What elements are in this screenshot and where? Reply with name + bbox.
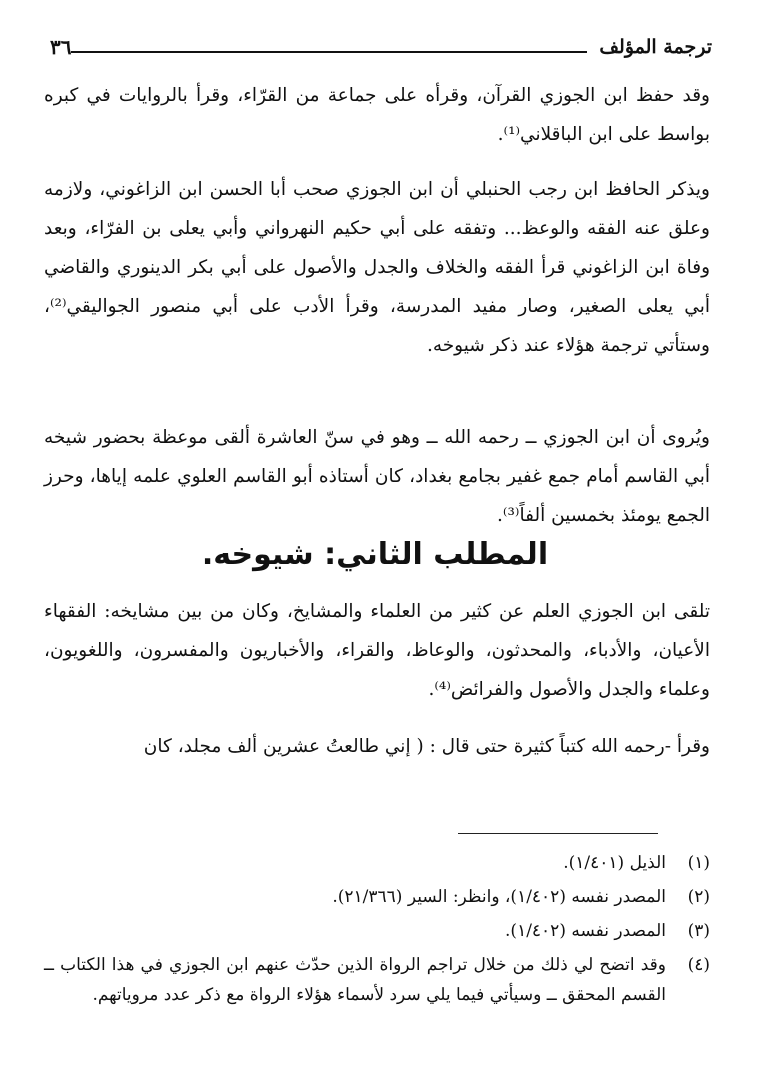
footnote [44, 950, 710, 1010]
paragraph-text: تلقى ابن الجوزي العلم عن كثير من العلماء والمشايخ، وكان من بين مشايخه: الفقهاء الأعيان، والأدباء، والمحدثون، والوعاظ، والقراء، والأخباريون والمفسرون، واللغويون، وعلماء والجدل والأصول والفرائض⁽⁴⁾. [44, 601, 710, 700]
running-title: ترجمة المؤلف [599, 36, 712, 58]
footnote-text: المصدر نفسه (١/٤٠٢). [505, 921, 666, 941]
footnote [44, 916, 710, 946]
footnote [44, 882, 710, 912]
footnote-number: (٤) [687, 955, 710, 975]
paragraph-text: ويُروى أن ابن الجوزي ــ رحمه الله ــ وهو في سنّ العاشرة ألقى موعظة بحضور شيخه أبي القاسم أمام جمع غفير بجامع بغداد، كان أستاذه أبو القاسم العلوي علمه إياها، وحرز الجمع يومئذ بخمسين ألفاً⁽³⁾. [44, 427, 710, 526]
paragraph-3 [44, 418, 710, 535]
paragraph-2 [44, 170, 710, 365]
footnote [44, 848, 710, 878]
footnote-number: (١) [687, 853, 710, 873]
footnote-number: (٣) [687, 921, 710, 941]
page-number: ٣٦ [50, 35, 72, 59]
paragraph-text: وقرأ -رحمه الله كتباً كثيرة حتى قال : ( إني طالعتُ عشرين ألف مجلد، كان [143, 736, 710, 757]
footnote-separator [458, 833, 658, 834]
paragraph-1 [44, 76, 710, 154]
running-header [40, 30, 712, 64]
header-rule [71, 51, 587, 53]
paragraph-text: وقد حفظ ابن الجوزي القرآن، وقرأه على جماعة من القرّاء، وقرأ بالروايات في كبره بواسط على ابن الباقلاني⁽¹⁾. [44, 85, 710, 145]
paragraph-4 [44, 592, 710, 709]
paragraph-text: ويذكر الحافظ ابن رجب الحنبلي أن ابن الجوزي صحب أبا الحسن ابن الزاغوني، ولازمه وعلق عنه الفقه والوعظ... وتفقه على أبي حكيم النهرواني وأبي يعلى بن الفرّاء، وبعد وفاة ابن الزاغوني قرأ الفقه والخلاف والجدل والأصول على أبي بكر الدينوري والقاضي أبي يعلى الصغير، وصار مفيد المدرسة، وقرأ الأدب على أبي منصور الجواليقي⁽²⁾، وستأتي ترجمة هؤلاء عند ذكر شيوخه. [44, 179, 710, 356]
footnote-number: (٢) [687, 887, 710, 907]
paragraph-5 [44, 727, 710, 766]
section-heading: المطلب الثاني: شيوخه. [201, 537, 549, 572]
footnote-text: الذيل (١/٤٠١). [563, 853, 666, 873]
footnote-text: وقد اتضح لي ذلك من خلال تراجم الرواة الذين حدّث عنهم ابن الجوزي في هذا الكتاب ــ القسم المحقق ــ وسيأتي فيما يلي سرد لأسماء هؤلاء الرواة مع ذكر عدد مروياتهم. [44, 955, 666, 1005]
footnotes [44, 848, 710, 1014]
footnote-text: المصدر نفسه (١/٤٠٢)، وانظر: السير (٢١/٣٦٦). [332, 887, 666, 907]
